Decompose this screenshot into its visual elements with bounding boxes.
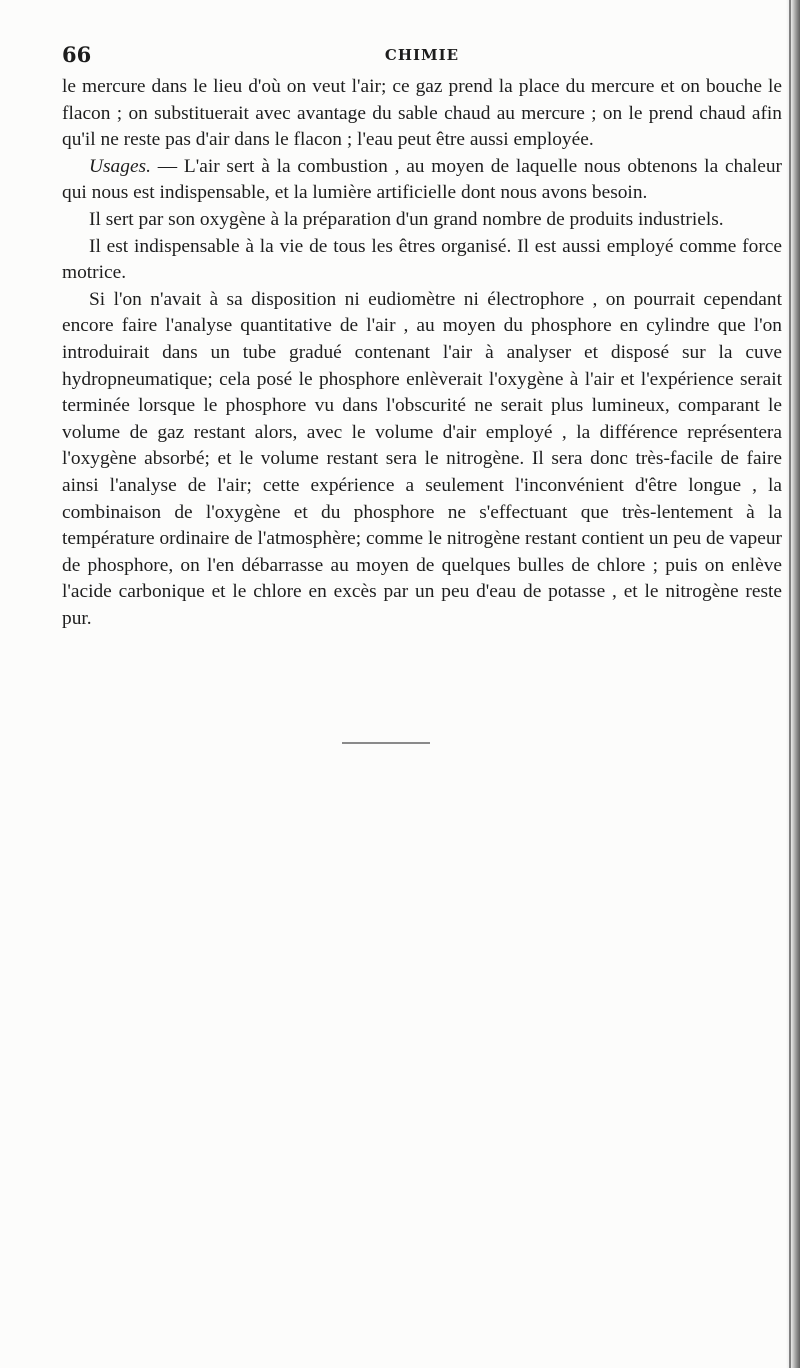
paragraph-continuation: le mercure dans le lieu d'où on veut l'air; ce gaz prend la place du mercure et on bouche le flacon ; on substituerait avec avantage du sable chaud au mercure ; on le prend chaud afin qu'il ne reste pas d'air dans le flacon ; l'eau peut être aussi employée. [62,76,782,151]
usages-label: Usages. [89,155,151,177]
section-rule [342,742,430,744]
paragraph-analysis: Si l'on n'avait à sa disposition ni eudiomètre ni électrophore , on pourrait cependant encore faire l'analyse quantitative de l'air , au moyen du phosphore en cylindre que l'on introduirait dans un tube gradué contenant l'air à analyser et disposé sur la cuve hydropneumatique; cela posé le phosphore enlèverait l'oxygène à l'air et l'expérience serait terminée lorsque le phosphore vu dans l'obscurité ne serait plus lumineux, comparant le volume de gaz restant alors, avec le volume d'air employé , la différence représentera l'oxygène absorbé; et le volume restant sera le nitrogène. Il sera donc très-facile de faire ainsi l'analyse de l'air; cette expérience a seulement l'inconvénient d'être longue , la combinaison de l'oxygène et du phosphore ne s'effectuant que très-lentement à la température ordinaire de l'atmosphère; comme le nitrogène restant contient un peu de vapeur de phosphore, on l'en débarrasse au moyen de quelques bulles de chlore ; puis on enlève l'acide carbonique et le chlore en excès par un peu d'eau de potasse , et le nitrogène reste pur. [62,288,782,629]
usages-text: — L'air sert à la combustion , au moyen de laquelle nous obtenons la chaleur qui nous est indispensable, et la lumière artificielle dont nous avons besoin. [62,155,782,204]
page-edge-line [789,0,791,1368]
page-number: 66 [62,42,92,67]
page-header [62,42,782,72]
paragraph-indispensable: Il est indispensable à la vie de tous les êtres organisé. Il est aussi employé comme force motrice. [62,235,782,284]
body-text [62,74,782,632]
paragraph-oxygen-industry: Il sert par son oxygène à la préparation d'un grand nombre de produits industriels. [89,208,724,230]
running-title: CHIMIE [384,46,460,64]
paragraph-usages [62,154,782,207]
